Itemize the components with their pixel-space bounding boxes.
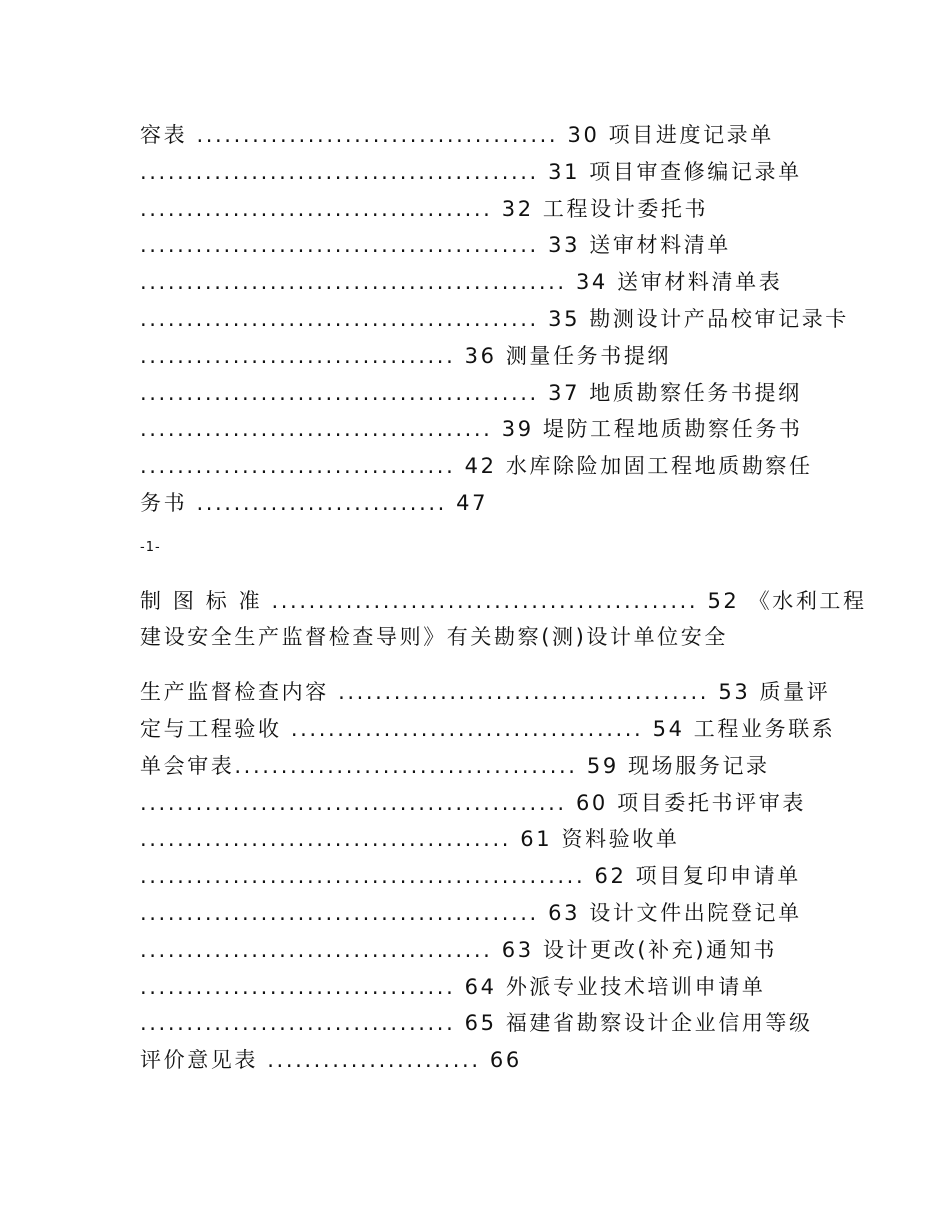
toc-line: 务书 ........................... 47	[140, 491, 489, 515]
toc-line: .............................................. 34 送审材料清单表	[140, 270, 783, 294]
toc-line: 单会审表..................................... 59 现场服务记录	[140, 754, 770, 778]
toc-line: 容表 ....................................... 30 项目进度记录单	[140, 123, 774, 147]
toc-line: 制 图 标 准 .............................................. 52 《水利工程	[140, 589, 867, 613]
toc-line: 评价意见表 ....................... 66	[140, 1048, 522, 1072]
toc-line: ................................................ 62 项目复印申请单	[140, 864, 801, 888]
toc-line: 生产监督检查内容 ........................................ 53 质量评	[140, 680, 831, 704]
toc-line: .............................................. 60 项目委托书评审表	[140, 791, 806, 815]
toc-line: ...................................... 32 工程设计委托书	[140, 197, 709, 221]
toc-line: .................................. 36 测量任务书提纲	[140, 344, 672, 368]
toc-line: 建设安全生产监督检查导则》有关勘察(测)设计单位安全	[140, 625, 728, 649]
toc-line: ........................................... 37 地质勘察任务书提纲	[140, 381, 802, 405]
toc-line: ........................................... 35 勘测设计产品校审记录卡	[140, 307, 849, 331]
toc-line: .................................. 65 福建省勘察设计企业信用等级	[140, 1011, 813, 1035]
toc-line: ........................................... 63 设计文件出院登记单	[140, 901, 802, 925]
toc-line: .................................. 42 水库除险加固工程地质勘察任	[140, 454, 813, 478]
toc-line: 定与工程验收 ...................................... 54 工程业务联系	[140, 717, 836, 741]
toc-line: ........................................... 33 送审材料清单	[140, 233, 731, 257]
page-number: -1-	[140, 540, 161, 555]
toc-line: ........................................ 61 资料验收单	[140, 827, 680, 851]
toc-line: ...................................... 63 设计更改(补充)通知书	[140, 938, 777, 962]
toc-line: .................................. 64 外派专业技术培训申请单	[140, 975, 766, 999]
toc-line: ...................................... 39 堤防工程地质勘察任务书	[140, 417, 803, 441]
toc-line: ........................................... 31 项目审查修编记录单	[140, 160, 802, 184]
